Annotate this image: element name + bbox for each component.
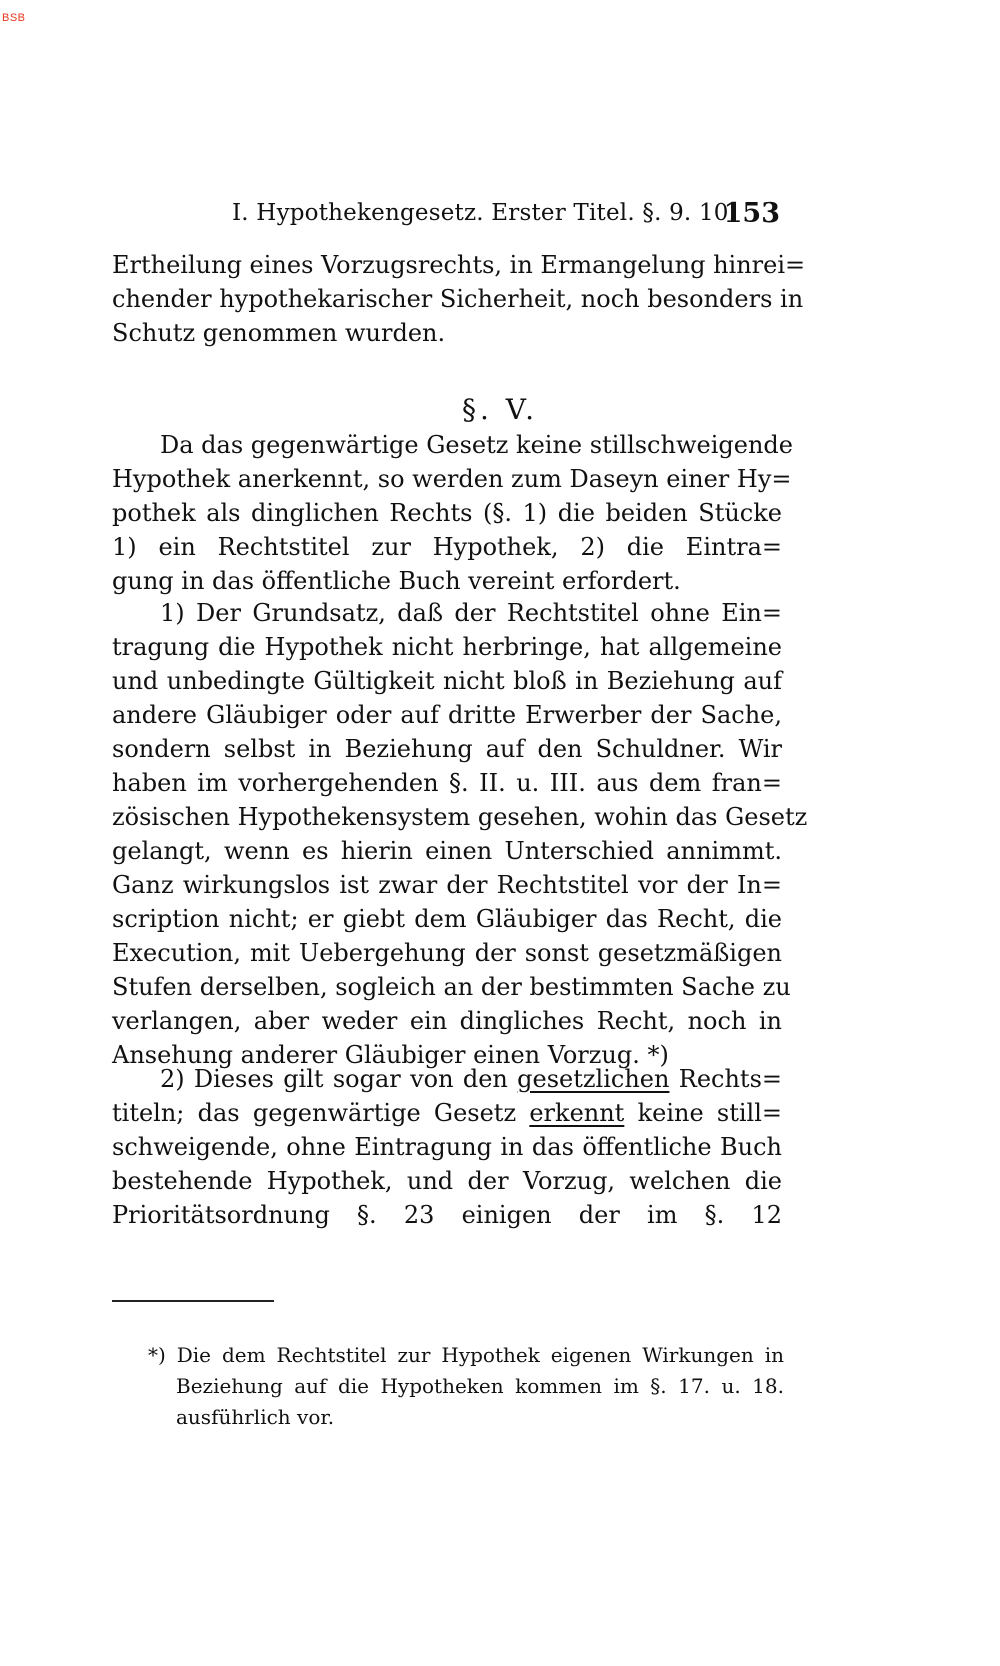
text-line: Ganz wirkungslos ist zwar der Rechtstitel vor der In= [112, 871, 782, 899]
text-line: Stufen derselben, sogleich an der bestimmten Sache zu [112, 973, 791, 1001]
text-line: Schutz genommen wurden. [112, 319, 446, 347]
paragraph-one [112, 596, 808, 1072]
text-line [112, 1062, 782, 1096]
underlined-word: gesetzlichen [517, 1065, 670, 1093]
text-span: 2) Dieses gilt sogar von den [160, 1065, 518, 1093]
text-line: zösischen Hypothekensystem gesehen, wohin das Gesetz [112, 803, 808, 831]
text-line: Da das gegenwärtige Gesetz keine stillschweigende [160, 431, 793, 459]
text-line: pothek als dinglichen Rechts (§. 1) die beiden Stücke [112, 499, 782, 527]
bsb-watermark: BSB [2, 12, 26, 24]
text-line: andere Gläubiger oder auf dritte Erwerber der Sache, [112, 701, 782, 729]
paragraph-top [112, 248, 806, 350]
text-line: tragung die Hypothek nicht herbringe, hat allgemeine [112, 633, 782, 661]
text-line: Ansehung anderer Gläubiger einen Vorzug. *) [112, 1041, 669, 1069]
text-line: verlangen, aber weder ein dingliches Recht, noch in [112, 1007, 782, 1035]
text-line: 1) Der Grundsatz, daß der Rechtstitel ohne Ein= [160, 599, 782, 627]
text-span: keine still= [624, 1099, 782, 1127]
section-heading: §. V. [461, 393, 539, 426]
footnote-line: Beziehung auf die Hypotheken kommen im §. 17. u. 18. [176, 1374, 784, 1398]
text-line: bestehende Hypothek, und der Vorzug, welchen die [112, 1167, 782, 1195]
paragraph-intro [112, 428, 793, 598]
text-line: gelangt, wenn es hierin einen Unterschied annimmt. [112, 837, 782, 865]
footnote-separator [112, 1300, 274, 1302]
underlined-word: erkennt [529, 1099, 625, 1127]
text-span: Rechts= [669, 1065, 782, 1093]
text-span: titeln; das gegenwärtige Gesetz [112, 1099, 530, 1127]
text-line: Prioritätsordnung §. 23 einigen der im §. 12 [112, 1201, 782, 1229]
running-header [232, 200, 780, 240]
text-line: Execution, mit Uebergehung der sonst gesetzmäßigen [112, 939, 782, 967]
text-line: sondern selbst in Beziehung auf den Schuldner. Wir [112, 735, 782, 763]
footnote-line: ausführlich vor. [176, 1405, 335, 1429]
text-line: haben im vorhergehenden §. II. u. III. aus dem fran= [112, 769, 782, 797]
text-line: schweigende, ohne Eintragung in das öffentliche Buch [112, 1133, 782, 1161]
running-title: I. Hypothekengesetz. Erster Titel. §. 9. 10. [232, 200, 737, 226]
text-line: 1) ein Rechtstitel zur Hypothek, 2) die Eintra= [112, 533, 782, 561]
footnote-line: *) Die dem Rechtstitel zur Hypothek eigenen Wirkungen in [148, 1343, 784, 1367]
text-line: chender hypothekarischer Sicherheit, noch besonders in [112, 285, 804, 313]
paragraph-two [112, 1062, 782, 1232]
page-number: 153 [723, 198, 780, 229]
text-line: Hypothek anerkennt, so werden zum Daseyn einer Hy= [112, 465, 792, 493]
text-line [112, 1096, 782, 1130]
text-line: gung in das öffentliche Buch vereint erfordert. [112, 567, 681, 595]
footnote [148, 1340, 784, 1433]
text-line: Ertheilung eines Vorzugsrechts, in Ermangelung hinrei= [112, 251, 806, 279]
text-line: und unbedingte Gültigkeit nicht bloß in Beziehung auf [112, 667, 782, 695]
text-line: scription nicht; er giebt dem Gläubiger das Recht, die [112, 905, 782, 933]
